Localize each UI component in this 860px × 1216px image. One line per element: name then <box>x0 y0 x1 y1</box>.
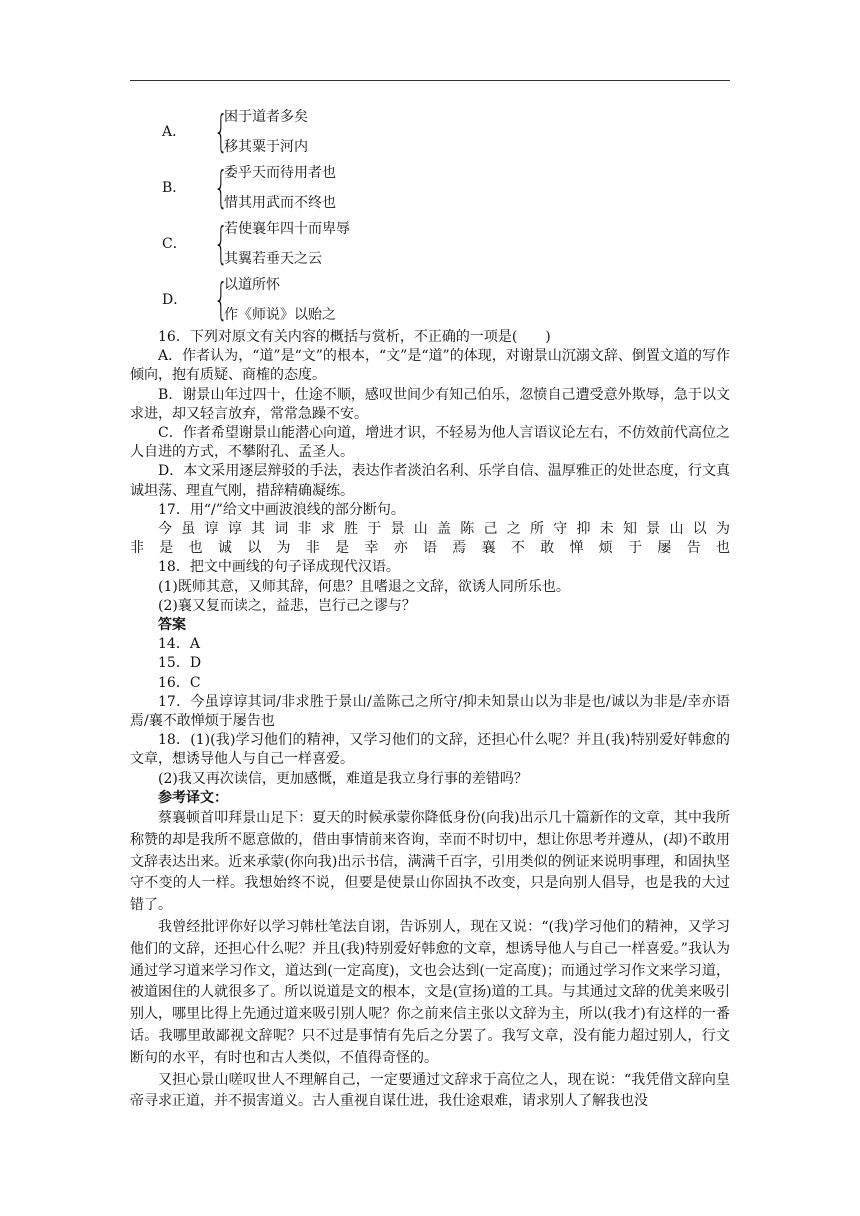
option-line: 其翼若垂天之云 <box>224 251 322 267</box>
question-18-sentence-2: (2)襄又复而读之，益悲，岂行己之谬与？ <box>158 597 416 614</box>
question-16-option-d: D．本文采用逐层辩驳的手法，表达作者淡泊名利、乐学自信、温厚雅正的处世态度，行文真诚坦荡、理直气刚，措辞精确凝练。 <box>130 463 730 499</box>
question-16-option-c: C．作者希望谢景山能潜心向道，增进才识，不轻易为他人言语议论左右，不仿效前代高位之人自进的方式，不攀附孔、孟圣人。 <box>130 425 730 461</box>
option-line: 作《师说》以贻之 <box>224 307 336 323</box>
option-line: 以道所怀 <box>224 277 280 293</box>
option-letter: A． <box>162 124 187 140</box>
answer-18-part-2: (2)我又再次读信，更加感慨，难道是我立身行事的差错吗？ <box>158 770 528 787</box>
question-18-sentence-1: (1)既师其意，又师其辞，何患？且嗜退之文辞，欲诱人同所乐也。 <box>158 578 570 595</box>
option-b <box>130 160 730 216</box>
brace-icon: { <box>214 162 228 213</box>
answer-15: 15．D <box>158 655 202 672</box>
answer-16: 16．C <box>158 674 201 691</box>
option-pair <box>224 275 336 325</box>
translation-paragraph: 我曾经批评你好以学习韩杜笔法自诩，告诉别人，现在又说：“(我)学习他们的精神，又学习他们的文辞，还担心什么呢？并且(我)特别爱好韩愈的文章，想诱导他人与自己一样喜爱。”我认为通过学习道来学习作文，道达到(一定高度)，文也会达到(一定高度)；而通过学习作文来学习道，被道困住的人就很多了。所以说道是文的根本，文是(宣扬)道的工具。与其通过文辞的优美来吸引别人，哪里比得上先通过道来吸引别人呢？你之前来信主张以文辞为主，所以(我才)有这样的一番话。我哪里敢鄙视文辞呢？只不过是事情有先后之分罢了。我写文章，没有能力超过别人，行文断句的水平，有时也和古人类似，不值得奇怪的。 <box>130 919 730 1066</box>
question-16-option-b: B．谢景山年过四十，仕途不顺，感叹世间少有知己伯乐，忽愤自己遭受意外欺辱，急于以文求进，却又轻言放弃，常常急躁不安。 <box>130 386 730 422</box>
option-letter: B． <box>162 180 187 196</box>
header-rule <box>130 80 730 81</box>
question-16-option-a: A．作者认为，“道”是“文”的根本，“文”是“道”的体现，对谢景山沉溺文辞、倒置文道的写作倾向，抱有质疑、商榷的态度。 <box>130 348 730 384</box>
translation-paragraph: 又担心景山嗟叹世人不理解自己，一定要通过文辞求于高位之人，现在说：“我凭借文辞向皇帝寻求正道，并不损害道义。古人重视自谋仕进，我仕途艰难，请求别人了解我也没 <box>130 1071 730 1110</box>
translation-body <box>130 808 730 1113</box>
option-line: 惜其用武而不终也 <box>224 195 336 211</box>
answer-14: 14．A <box>158 636 200 653</box>
translation-heading: 参考译文： <box>158 789 228 806</box>
translation-paragraph: 蔡襄顿首叩拜景山足下：夏天的时候承蒙你降低身份(向我)出示几十篇新作的文章，其中我所称赞的却是我所不愿意做的，借由事情前来咨询，幸而不时切中，想让你思考并遵从，(却)不敢用文辞表达出来。近来承蒙(你向我)出示书信，满满千百字，引用类似的例证来说明事理，和固执坚守不变的人一样。我想始终不说，但要是使景山你固执不改变，只是向别人倡导，也是我的大过错了。 <box>130 810 730 914</box>
option-line: 委乎天而待用者也 <box>224 165 336 181</box>
answer-17: 17．今虽谆谆其词/非求胜于景山/盖陈己之所守/抑未知景山以为非是也/诚以为非是/幸亦语焉/襄不敢惮烦于屡告也 <box>130 693 730 730</box>
question-17-line-1: 今 虽 谆 谆 其 词 非 求 胜 于 景 山 盖 陈 己 之 所 守 抑 未 知 景 山 以 为 <box>158 521 730 538</box>
answer-18-part-1: 18．(1)(我)学习他们的精神，又学习他们的文辞，还担心什么呢？并且(我)特别爱好韩愈的文章，想诱导他人与自己一样喜爱。 <box>130 732 730 768</box>
option-c <box>130 216 730 272</box>
question-16-stem: 16．下列对原文有关内容的概括与赏析，不正确的一项是( ) <box>158 329 551 345</box>
option-letter: D． <box>162 292 188 308</box>
answers-heading: 答案 <box>158 617 186 634</box>
option-d <box>130 272 730 328</box>
option-a <box>130 104 730 160</box>
brace-icon: { <box>214 274 228 325</box>
brace-icon: { <box>214 106 228 157</box>
option-letter: C． <box>162 236 187 252</box>
option-line: 若使襄年四十而卑辱 <box>224 221 350 237</box>
option-line: 移其粟于河内 <box>224 139 308 155</box>
question-18-stem: 18．把文中画线的句子译成现代汉语。 <box>158 559 400 576</box>
question-17-stem: 17．用“/”给文中画波浪线的部分断句。 <box>158 501 405 518</box>
option-line: 困于道者多矣 <box>224 109 308 125</box>
question-17-line-2: 非 是 也 诚 以 为 非 是 幸 亦 语 焉 襄 不 敢 惮 烦 于 屡 告 也 <box>130 540 730 557</box>
option-pair <box>224 219 350 269</box>
document-body <box>130 104 730 1113</box>
option-pair <box>224 107 308 157</box>
brace-icon: { <box>214 218 228 269</box>
option-pair <box>224 163 336 213</box>
